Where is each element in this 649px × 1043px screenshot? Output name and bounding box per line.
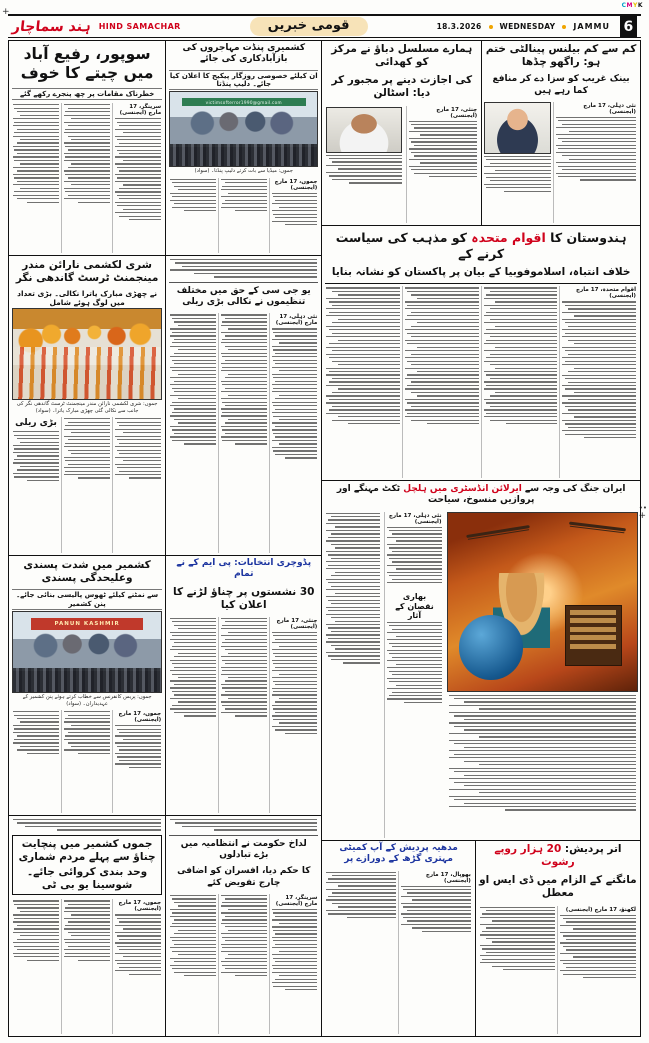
ladakh-lead-in xyxy=(166,816,321,833)
ladakh-col-1 xyxy=(269,894,320,1034)
panun-body-text-1 xyxy=(115,725,161,768)
bullet-dot-icon xyxy=(562,25,566,29)
pandit-col-2 xyxy=(218,178,269,253)
ladakh-headline-line1: لداخ حکومت نے انتظامیہ میں بڑے تبادلوں xyxy=(169,835,318,865)
airplane-icon xyxy=(467,525,531,538)
block-bank-stalin xyxy=(322,41,640,226)
masthead-section xyxy=(181,17,437,35)
puducherry-col-3 xyxy=(168,617,218,813)
leopard-headline: سوپور، رفیع آباد میں چیتے کا خوف xyxy=(20,45,154,83)
un-col-2 xyxy=(481,286,560,478)
story-panun-kashmir xyxy=(9,556,165,815)
census-body-text-2 xyxy=(64,900,110,960)
un-headline-line2: خلاف انتباہ، اسلاموفوبیا کے بیان پر پاکستان کو نشانہ بنایا xyxy=(325,264,637,284)
ladakh-headline-line2: کا حکم دیا، افسران کو اضافی چارج تفویض کئے xyxy=(177,866,311,888)
bribe-col-2 xyxy=(478,906,558,1035)
puducherry-body-text-3 xyxy=(170,618,216,717)
bribe-body-text-1 xyxy=(560,915,636,979)
census-body-text-3 xyxy=(13,900,59,960)
iran-col-a xyxy=(384,512,443,839)
misc-body-text-2 xyxy=(326,872,396,918)
story-temple-procession xyxy=(9,256,165,555)
panun-headline: کشمیر میں شدت پسندی وعلیحدگی پسندی xyxy=(23,559,151,585)
pandit-photo-caption: جموں: میڈیا سے بات کرتے دلیپ پنڈتا۔ (سواد) xyxy=(194,168,293,175)
leopard-subheadline: خطرناک مقامات پر چھ پنجرے رکھے گئے xyxy=(12,88,162,100)
iran-headline-p2: ٹکٹ مہنگے اور پروازیں منسوخ، سیاحت xyxy=(336,484,535,506)
leopard-body-text-2 xyxy=(64,104,110,203)
pandit-subheadline: ان کیلئے خصوصی روزگار پیکیج کا اعلان کیا جائے۔ دلیپ پنڈتا xyxy=(169,70,318,91)
leopard-body-text-3 xyxy=(13,104,59,203)
bribe-body-text-2 xyxy=(480,907,556,971)
un-headline-p2: کو مذہب کی سیاست کرنے کے xyxy=(335,230,505,261)
story-kashmiri-pandit xyxy=(165,41,321,255)
ladakh-col-3 xyxy=(168,894,218,1034)
leopard-body-text-1 xyxy=(115,118,161,220)
puducherry-columns xyxy=(166,615,321,815)
census-headline-line1: جموں کشمیر میں پنچایت چناؤ سے پہلے مردم شماری xyxy=(18,837,156,864)
pandit-body-text-3 xyxy=(170,179,216,212)
bank-body-text xyxy=(556,117,636,181)
leopard-col-3 xyxy=(11,103,61,253)
census-headline-box xyxy=(12,835,162,896)
stalin-dateline: چنئی، 17 مارچ (ایجنسی) xyxy=(436,106,478,119)
un-body-columns xyxy=(322,284,640,480)
ladakh-col-2 xyxy=(218,894,269,1034)
story-puducherry xyxy=(165,556,321,815)
bank-headline xyxy=(482,41,640,72)
misc-columns xyxy=(322,869,474,1037)
iran-body-text-c xyxy=(326,513,380,664)
temple-headline: شری لکشمی نارائن مندر مینجمنٹ ٹرسٹ گاندھی نگر xyxy=(15,259,159,285)
ladakh-body-text-3 xyxy=(170,895,216,976)
pandit-headline: کشمیری پنڈت مہاجروں کی بازآبادکاری کی جائے xyxy=(182,43,306,65)
panun-press-conference-photo xyxy=(12,611,162,693)
un-col-1 xyxy=(559,286,638,478)
ugc-col-3 xyxy=(168,313,218,553)
stalin-portrait xyxy=(326,107,401,153)
pandit-col-3 xyxy=(168,178,218,253)
bribe-col-1 xyxy=(557,906,638,1035)
puducherry-headline-text: پڈوچری انتخابات: پی ایم کے نے تمام xyxy=(176,558,312,580)
page-body xyxy=(8,40,641,1037)
panun-col-3 xyxy=(11,710,61,813)
globe-icon xyxy=(459,615,523,679)
census-body-text-1 xyxy=(115,914,161,974)
temple-body-text-2 xyxy=(64,418,110,478)
airplane-icon xyxy=(569,521,626,530)
masthead xyxy=(8,14,641,38)
misc-body-text-1 xyxy=(401,886,471,932)
bank-headline-text: کم سے کم بیلنس پینالٹی ختم ہو: راگھو چڈھا xyxy=(485,43,637,69)
block-bribe xyxy=(322,841,640,1036)
un-dateline: اقوام متحدہ، 17 مارچ (ایجنسی) xyxy=(576,287,636,300)
panun-kashmir-banner: PANUN KASHMIR xyxy=(31,618,144,631)
stalin-headline: ہمارے مسلسل دباؤ نے مرکز کو کھدائی xyxy=(331,43,473,69)
bribe-dateline: لکھنؤ، 17 مارچ (ایجنسی) xyxy=(565,906,636,913)
bribe-headline-p1: اتر پردیش: xyxy=(561,843,622,855)
misc-headline: مدھیہ پردیش کے آپ کمیٹی مہتری گڑھ کے دورازے پر xyxy=(339,843,458,865)
story-bribe xyxy=(475,841,640,1036)
photo-email-banner: victimsofterror1990@gmail.com xyxy=(182,98,306,106)
un-headline-p1: ہندوستان کا xyxy=(545,230,627,245)
ladakh-body-text-2 xyxy=(221,895,267,976)
ugc-body-text-1 xyxy=(272,328,318,458)
departures-board xyxy=(565,605,622,666)
bribe-columns xyxy=(476,904,640,1037)
ugc-col-2 xyxy=(218,313,269,553)
iran-body-text-a xyxy=(387,527,441,589)
puducherry-headline-line1 xyxy=(166,556,321,584)
masthead-logo-urdu: ہند سماچار xyxy=(11,18,92,35)
temple-col-1 xyxy=(112,417,163,553)
ugc-headline: یو جی سی کے حق میں مختلف تنظیموں نے نکالی بڑی ریلی xyxy=(169,282,318,312)
ladakh-body-text-1 xyxy=(272,909,318,990)
story-stalin xyxy=(322,41,481,225)
bank-dateline: نئی دہلی، 17 مارچ (ایجنسی) xyxy=(583,102,636,115)
pandit-col-1 xyxy=(269,178,320,253)
census-lead-in xyxy=(9,816,165,833)
story-census xyxy=(9,816,165,1036)
masthead-logo-english: HIND SAMACHAR xyxy=(98,22,181,31)
temple-body-text-1 xyxy=(115,418,161,478)
iran-body-text-b xyxy=(387,622,441,703)
iran-dateline: نئی دہلی، 17 مارچ (ایجنسی) xyxy=(388,512,442,525)
ugc-columns xyxy=(166,311,321,555)
puducherry-body-text-2 xyxy=(221,618,267,717)
block-census-ladakh xyxy=(9,816,321,1036)
temple-photo-caption: جموں: شری لکشمی نارائن مندر مینجمنٹ ٹرسٹ گاندھی نگر کی جانب سے نکالی گئی چھڑی مبارک یاترا۔ (سواد) xyxy=(16,401,158,414)
un-col-3 xyxy=(402,286,481,478)
story-ladakh xyxy=(165,816,321,1036)
census-col-3 xyxy=(11,899,61,1034)
bribe-headline-red: 20 ہزار روپے رشوت xyxy=(494,843,575,869)
crop-mark-top-left: + xyxy=(2,7,10,17)
stalin-body-text xyxy=(409,121,477,178)
leopard-col-1 xyxy=(112,103,163,253)
publication-date: 18.3.2026 xyxy=(436,22,482,31)
panun-columns xyxy=(9,708,165,815)
panun-photo-caption: جموں: پریس کانفرنس سے خطاب کرتے ہوئے پنن کشمیر کے عہدیداران۔ (سواد) xyxy=(22,694,152,707)
block-iran-airline xyxy=(322,481,640,841)
left-half-columns xyxy=(9,41,321,1036)
un-headline-red: اقوام متحدہ xyxy=(471,230,546,245)
panun-body-text-3 xyxy=(13,711,59,754)
ugc-col-1 xyxy=(269,313,320,553)
puducherry-col-2 xyxy=(218,617,269,813)
temple-kicker: نے چھڑی مبارک یاترا نکالی۔ بڑی تعداد میں لوگ ہوئے شامل xyxy=(17,289,158,308)
temple-columns xyxy=(9,415,165,555)
story-misc xyxy=(322,841,474,1036)
page-number: 6 xyxy=(620,16,637,37)
pandit-columns xyxy=(166,176,321,255)
story-bank-penalty xyxy=(481,41,640,225)
panun-col-2 xyxy=(61,710,112,813)
panun-dateline: جموں، 17 مارچ (ایجنسی) xyxy=(118,711,162,724)
ugc-lead-in-text xyxy=(166,256,321,280)
puducherry-headline-line2: 30 نشستوں پر چناؤ لڑنے کا اعلان کیا xyxy=(173,585,315,611)
puducherry-col-1 xyxy=(269,617,320,813)
census-col-1 xyxy=(112,899,163,1034)
pandit-body-text-2 xyxy=(221,179,267,212)
un-body-text-1 xyxy=(562,301,636,438)
iran-headline xyxy=(322,481,640,510)
census-headline-line2: وحد بندی کروائی جائے۔ شوسینا یو بی ٹی xyxy=(27,866,148,892)
leopard-col-2 xyxy=(61,103,112,253)
iran-headline-p1: ایران جنگ کی وجہ سے xyxy=(521,484,626,494)
leopard-columns xyxy=(9,101,165,255)
stalin-body-text-2 xyxy=(326,155,401,184)
panun-body-text-2 xyxy=(64,711,110,754)
un-body-text-3 xyxy=(405,287,479,424)
raghav-chadha-portrait xyxy=(484,102,551,154)
panun-col-1 xyxy=(112,710,163,813)
iran-body-text-left xyxy=(447,692,638,811)
misc-dateline: بھوپال، 17 مارچ (ایجنسی) xyxy=(425,871,471,884)
publication-day: WEDNESDAY xyxy=(499,22,556,31)
temple-col-2 xyxy=(61,417,112,553)
temple-col-3 xyxy=(11,417,61,553)
bank-body-text-2 xyxy=(484,156,551,194)
un-col-4 xyxy=(324,286,402,478)
puducherry-dateline: چنئی، 17 مارچ (ایجنسی) xyxy=(276,617,318,630)
census-columns xyxy=(9,897,165,1036)
ugc-dateline: نئی دہلی، 17 مارچ (ایجنسی) xyxy=(275,314,318,327)
bribe-headline-line2: مانگنے کے الزام میں ڈی ایس او معطل xyxy=(479,874,637,900)
ladakh-columns xyxy=(166,892,321,1036)
story-leopard xyxy=(9,41,165,255)
pandit-dateline: جموں، 17 مارچ (ایجنسی) xyxy=(274,178,318,191)
iran-illustration xyxy=(447,512,638,692)
iran-headline-red: ایرلائن انڈسٹری میں ہلچل xyxy=(403,484,522,494)
crop-mark-right-mid: + xyxy=(638,511,646,521)
un-body-text-4 xyxy=(326,287,400,424)
ladakh-dateline: سرینگر، 17 مارچ (ایجنسی) xyxy=(275,894,318,907)
puducherry-body-text-1 xyxy=(272,632,318,734)
iran-col-b xyxy=(324,512,382,839)
masthead-meta xyxy=(437,16,637,37)
bullet-dot-icon xyxy=(489,25,493,29)
section-badge: قومی خبریں xyxy=(250,17,368,35)
block-un-lead xyxy=(322,226,640,481)
census-col-2 xyxy=(61,899,112,1034)
panun-subheadline: سے نمٹنے کیلئے ٹھوس پالیسی بنائی جائے۔ پنن کشمیر xyxy=(12,589,162,610)
temple-procession-photo xyxy=(12,308,162,400)
leopard-dateline: سرینگر، 17 مارچ (ایجنسی) xyxy=(119,104,162,117)
misc-col-1 xyxy=(398,871,473,1035)
temple-body-text-3 xyxy=(13,431,59,481)
edition-city: JAMMU xyxy=(573,22,610,31)
ugc-body-text-2 xyxy=(221,314,267,444)
right-half-columns xyxy=(321,41,640,1036)
pandit-press-conference-photo xyxy=(169,91,318,167)
pandit-body-text-1 xyxy=(272,193,318,226)
stalin-headline-line2: کی اجازت دینے پر مجبور کر دیا: اسٹالن xyxy=(331,74,473,100)
census-dateline: جموں، 17 مارچ (ایجنسی) xyxy=(118,900,162,913)
story-ugc-rally xyxy=(165,256,321,555)
crop-mark-dots: •• xyxy=(638,504,647,512)
bribe-headline-line1 xyxy=(476,841,640,872)
misc-col-2 xyxy=(324,871,398,1035)
rally-subheading: بڑی ریلی xyxy=(15,418,57,429)
cmyk-registration-mark: CMYK xyxy=(621,2,643,9)
block-temple-ugc xyxy=(9,256,321,556)
block-leopard-pandit xyxy=(9,41,321,256)
un-body-text-2 xyxy=(484,287,558,424)
iran-subheadline: بھاری نقصان کے آثار xyxy=(395,592,434,621)
bank-subheadline: بینک غریب کو سزا دے کر منافع کما رہے ہیں xyxy=(492,74,630,96)
un-headline-line1 xyxy=(322,226,640,264)
ugc-body-text-3 xyxy=(170,314,216,444)
block-panun-puducherry xyxy=(9,556,321,816)
iran-photo-wrap xyxy=(444,512,638,839)
